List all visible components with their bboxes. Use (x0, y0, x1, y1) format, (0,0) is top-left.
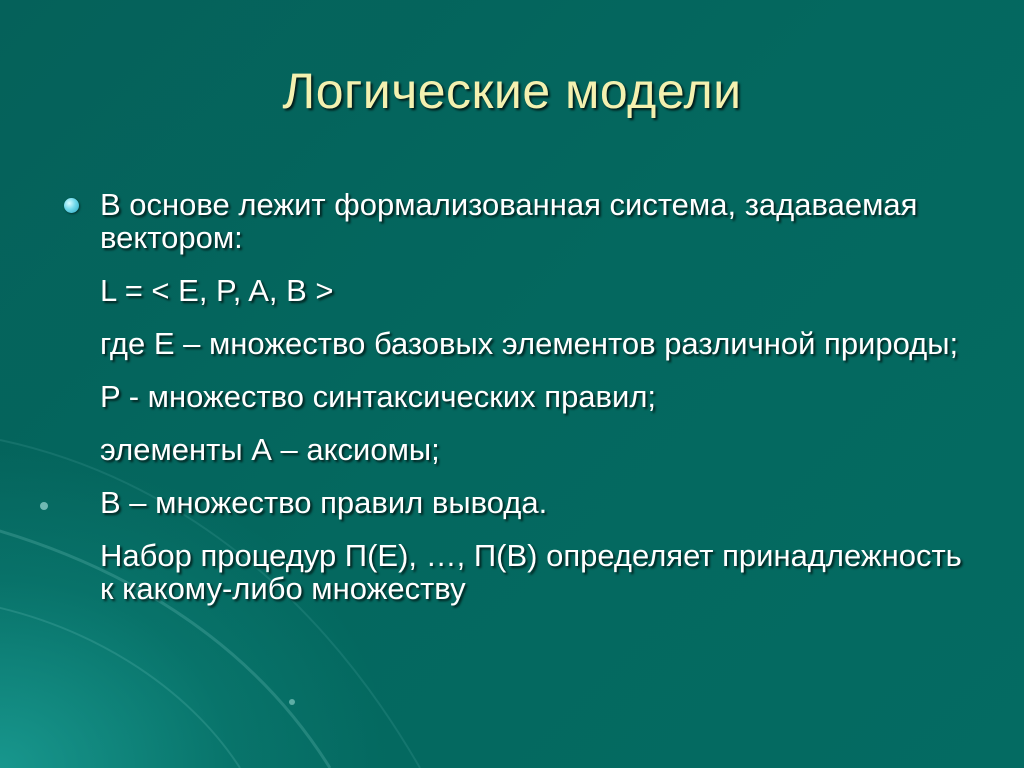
bullet-text: В основе лежит формализованная система, задаваемая вектором: (100, 187, 918, 255)
definition-e-line: где E – множество базовых элементов различной природы; (100, 326, 959, 361)
slide-content (64, 188, 964, 605)
definition-p-line: P - множество синтаксических правил; (100, 379, 657, 414)
bullet-dot-icon (64, 198, 79, 213)
definition-b-line: В – множество правил вывода. (100, 485, 548, 520)
slide-title: Логические модели (282, 63, 742, 119)
formula-line: L = < E, P, A, B > (100, 273, 334, 308)
definition-a-line: элементы А – аксиомы; (100, 432, 440, 467)
procedures-line: Набор процедур П(Е), …, П(В) определяет принадлежность к какому-либо множеству (100, 538, 962, 606)
bullet-item (64, 188, 964, 254)
